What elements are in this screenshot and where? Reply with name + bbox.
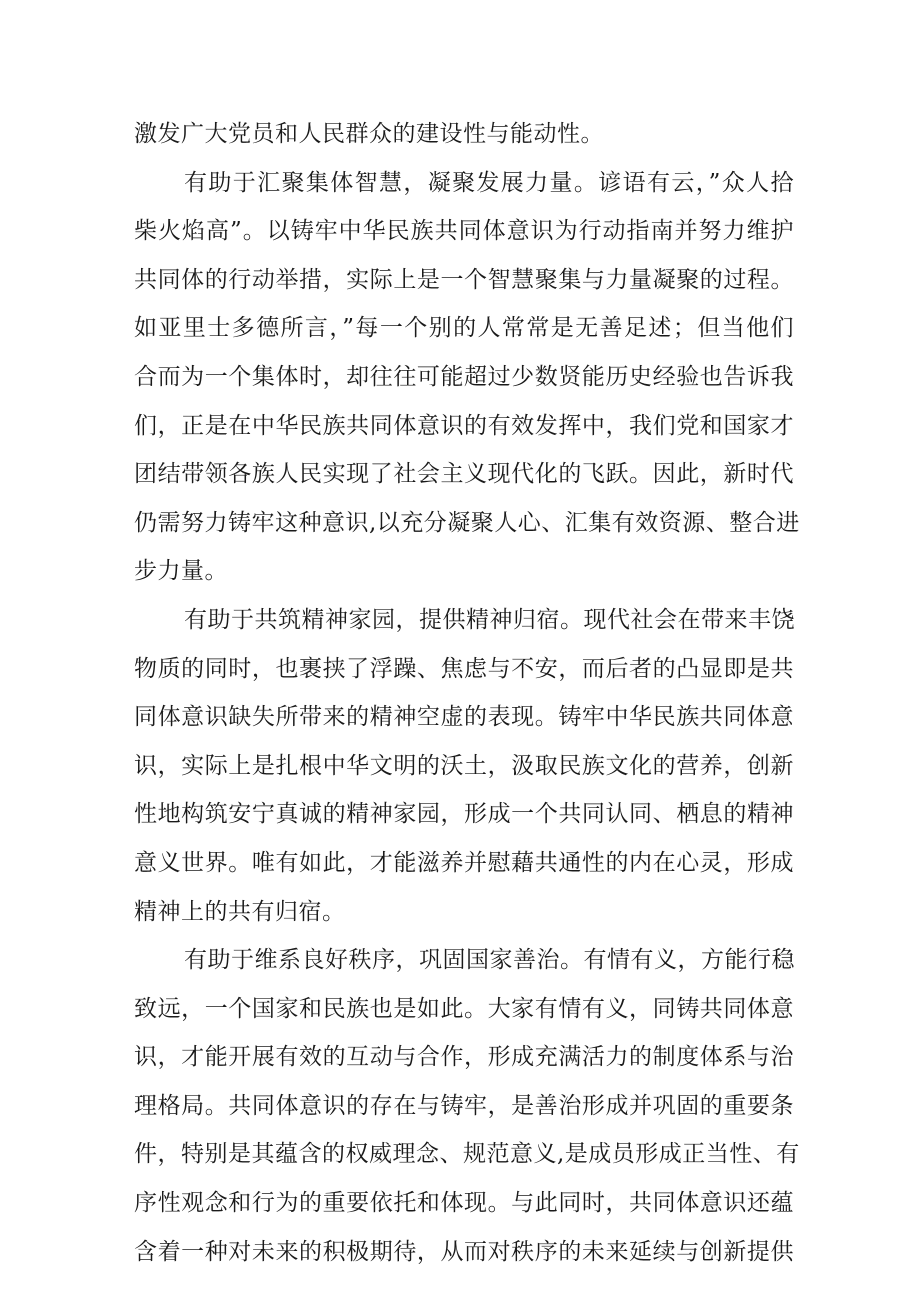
paragraph-first-line: 有助于汇聚集体智慧，凝聚发展力量。谚语有云，”众人拾 xyxy=(184,169,794,196)
text-line: 理格局。共同体意识的存在与铸牢，是善治形成并巩固的重要条 xyxy=(134,1092,794,1119)
text-line: 识，实际上是扎根中华文明的沃土，汲取民族文化的营养，创新 xyxy=(134,752,794,779)
document-body xyxy=(134,110,800,1276)
text-line: 识，才能开展有效的互动与合作，形成充满活力的制度体系与治 xyxy=(134,1044,794,1071)
text-line: 团结带领各族人民实现了社会主义现代化的飞跃。因此，新时代 xyxy=(134,461,794,488)
text-line: 同体意识缺失所带来的精神空虚的表现。铸牢中华民族共同体意 xyxy=(134,704,794,731)
text-line: 步力量。 xyxy=(134,558,228,585)
text-line: 如亚里士多德所言，”每一个别的人常常是无善足述；但当他们 xyxy=(134,315,794,342)
text-line: 们，正是在中华民族共同体意识的有效发挥中，我们党和国家才 xyxy=(134,412,794,439)
text-line: 致远，一个国家和民族也是如此。大家有情有义，同铸共同体意 xyxy=(134,995,794,1022)
text-line: 含着一种对未来的积极期待，从而对秩序的未来延续与创新提供 xyxy=(134,1238,794,1265)
text-line: 柴火焰高”。以铸牢中华民族共同体意识为行动指南并努力维护 xyxy=(134,218,794,245)
text-line: 性地构筑安宁真诚的精神家园，形成一个共同认同、栖息的精神 xyxy=(134,801,794,828)
text-line: 共同体的行动举措，实际上是一个智慧聚集与力量凝聚的过程。 xyxy=(134,266,794,293)
text-line: 仍需努力铸牢这种意识,以充分凝聚人心、汇集有效资源、整合进 xyxy=(134,509,800,536)
text-line: 件，特别是其蕴含的权威理念、规范意义,是成员形成正当性、有 xyxy=(134,1141,800,1168)
text-line: 意义世界。唯有如此，才能滋养并慰藉共通性的内在心灵，形成 xyxy=(134,849,794,876)
text-line: 精神上的共有归宿。 xyxy=(134,898,346,925)
text-line: 合而为一个集体时，却往往可能超过少数贤能历史经验也告诉我 xyxy=(134,363,794,390)
text-line: 序性观念和行为的重要依托和体现。与此同时，共同体意识还蕴 xyxy=(134,1190,794,1217)
text-line: 物质的同时，也裹挟了浮躁、焦虑与不安，而后者的凸显即是共 xyxy=(134,655,794,682)
paragraph-first-line: 有助于共筑精神家园，提供精神归宿。现代社会在带来丰饶 xyxy=(184,606,795,633)
paragraph-first-line: 有助于维系良好秩序，巩固国家善治。有情有义，方能行稳 xyxy=(184,947,795,974)
text-line: 激发广大党员和人民群众的建设性与能动性。 xyxy=(134,121,604,147)
